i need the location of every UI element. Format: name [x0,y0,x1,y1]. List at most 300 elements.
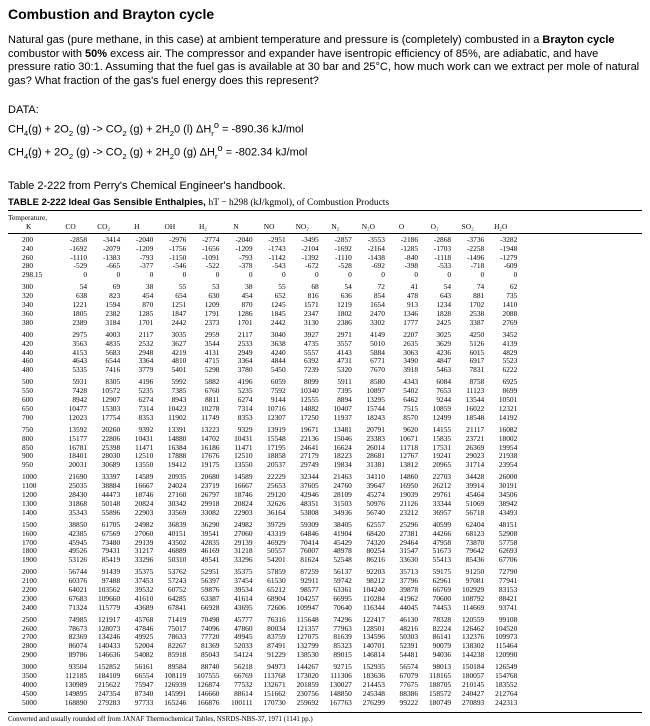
enthalpy-cell: 42946 [300,490,319,500]
enthalpy-cell: 62557 [366,519,385,529]
enthalpy-cell: 43502 [167,537,187,547]
enthalpy-cell: -2164 [367,243,385,253]
enthalpy-cell: 3452 [502,329,518,339]
enthalpy-cell: 2959 [204,329,220,339]
enthalpy-cell: 30342 [167,498,187,508]
enthalpy-cell: 3780 [237,365,253,375]
enthalpy-cell: 3130 [303,317,319,327]
enthalpy-cell: 259692 [296,697,319,707]
enthalpy-cell: 14589 [234,472,253,482]
table-header [8,213,517,231]
enthalpy-cell: 1209 [204,300,220,310]
enthalpy-cell: 54082 [134,650,154,660]
enthalpy-cell: 63387 [200,593,220,603]
enthalpy-cell: 60376 [68,576,88,586]
enthalpy-cell: 39914 [465,481,485,491]
enthalpy-cell: 4731 [337,356,352,366]
enthalpy-cell: -2858 [69,235,88,244]
enthalpy-cell: 4131 [204,347,220,357]
temperature-cell: 380 [22,317,34,327]
enthalpy-cell: 3627 [171,338,187,348]
enthalpy-cell: 87259 [300,567,319,577]
enthalpy-cell: 57859 [267,567,286,577]
enthalpy-cell: 67841 [167,602,187,612]
temperature-cell: 2200 [22,584,37,594]
enthalpy-cell: 37454 [234,576,253,586]
enthalpy-cell: 57758 [498,537,518,547]
temperature-cell: 2100 [22,576,37,586]
enthalpy-cell: 77941 [498,576,518,586]
temperature-cell: 1800 [22,546,37,556]
enthalpy-cell: 27060 [234,528,253,538]
enthalpy-cell: 33344 [432,498,452,508]
column-header: N₂O [361,222,376,231]
enthalpy-cell: 20537 [267,460,286,470]
enthalpy-cell: 1847 [171,308,187,318]
enthalpy-cell: 3302 [370,317,385,327]
enthalpy-cell: 78328 [432,614,452,624]
enthalpy-cell: 39878 [399,584,419,594]
temperature-cell: 3000 [22,662,37,672]
enthalpy-cell: 636 [340,291,352,301]
enthalpy-cell: 17531 [432,442,452,452]
enthalpy-cell: 823 [109,291,121,301]
enthalpy-cell: 40151 [167,528,187,538]
enthalpy-cell: 6771 [370,356,385,366]
enthalpy-cell: 93504 [68,662,88,672]
enthalpy-cell: 7395 [337,386,352,396]
enthalpy-cell: 183636 [362,671,385,681]
temperature-cell: 240 [22,243,34,253]
enthalpy-cell: 77675 [399,679,419,689]
enthalpy-cell: -793 [239,252,253,262]
equation-2: $CH_4(g) + 2O_2$ $(g) -> CO_2$ $(g) + 2H_20$ (g) $\Delta H_r^o = -802.34$ kJ/mol [8,142,308,161]
enthalpy-cell: 18401 [68,451,88,461]
temperature-cell: 440 [22,347,34,357]
enthalpy-cell: 15177 [68,433,88,443]
enthalpy-cell: 19039 [399,490,419,500]
enthalpy-cell: 35375 [234,567,253,577]
enthalpy-cell: 10423 [167,403,187,413]
enthalpy-cell: 0 [182,270,187,280]
enthalpy-cell: 13550 [234,460,253,470]
enthalpy-cell: 2347 [303,308,319,318]
enthalpy-cell: 2425 [436,317,452,327]
enthalpy-cell: 4139 [502,338,518,348]
enthalpy-cell: 10671 [399,433,419,443]
enthalpy-cell: 4715 [204,356,220,366]
enthalpy-cell: 18548 [465,412,485,422]
enthalpy-cell: 180057 [462,671,485,681]
enthalpy-cell: 0 [149,270,154,280]
enthalpy-cell: 33569 [167,507,187,517]
enthalpy-cell: 97081 [465,576,485,586]
enthalpy-cell: 49925 [134,632,154,642]
enthalpy-cell: 5992 [171,377,187,387]
enthalpy-cell: 3040 [270,329,286,339]
enthalpy-cell: 23383 [366,433,385,443]
temperature-cell: 2600 [22,623,37,633]
enthalpy-cell: 652 [274,291,286,301]
enthalpy-cell: 49541 [200,555,220,565]
enthalpy-cell: 34506 [498,490,518,500]
enthalpy-cell: 1654 [370,300,385,310]
enthalpy-cell: 77720 [200,632,220,642]
temperature-cell: 2300 [22,593,37,603]
enthalpy-cell: 29139 [234,537,253,547]
enthalpy-cell: 62404 [465,519,485,529]
enthalpy-cell: 19241 [432,451,452,461]
enthalpy-cell: 23721 [465,433,485,443]
enthalpy-cell: 10431 [134,433,154,443]
table-row [8,556,517,565]
enthalpy-cell: 112185 [65,671,88,681]
column-header: CO [65,222,76,231]
enthalpy-cell: 81369 [200,641,220,651]
enthalpy-cell: 91439 [101,567,121,577]
enthalpy-cell: 115779 [98,602,121,612]
enthalpy-cell: 66769 [234,671,253,681]
enthalpy-cell: 4643 [72,356,88,366]
enthalpy-cell: 16624 [333,442,352,452]
temperature-cell: 340 [22,300,34,310]
enthalpy-cell: 215622 [98,679,121,689]
enthalpy-cell: 3490 [403,356,419,366]
enthalpy-cell: 22229 [267,472,286,482]
enthalpy-cell: -3414 [102,235,121,244]
enthalpy-cell: 44473 [101,490,121,500]
column-header: NO [263,222,275,231]
enthalpy-cell: 24982 [234,519,253,529]
enthalpy-cell: 80254 [366,546,385,556]
column-header: SO₂ [461,222,474,231]
temperature-cell: 800 [22,433,34,443]
temperature-cell: 850 [22,442,34,452]
enthalpy-cell: 79642 [465,546,485,556]
enthalpy-cell: 10431 [234,433,253,443]
enthalpy-cell: 100111 [230,697,253,707]
enthalpy-cell: 64021 [68,584,88,594]
enthalpy-cell: 71419 [167,614,187,624]
enthalpy-cell: -2857 [334,235,352,244]
enthalpy-cell: 108119 [164,671,187,681]
enthalpy-cell: 146814 [362,650,385,660]
temperature-cell: 3500 [22,671,37,681]
enthalpy-cell: 31868 [68,498,88,508]
enthalpy-cell: 52004 [134,641,154,651]
enthalpy-cell: 19954 [498,442,518,452]
enthalpy-cell: 20965 [432,460,452,470]
enthalpy-cell: -3495 [301,235,319,244]
enthalpy-cell: 126939 [164,679,187,689]
enthalpy-cell: 2373 [204,317,220,327]
enthalpy-cell: 110284 [363,593,385,603]
table-row [8,461,517,470]
enthalpy-cell: 36164 [267,507,286,517]
enthalpy-cell: 146660 [197,688,220,698]
enthalpy-cell: 17754 [101,412,121,422]
enthalpy-cell: 32344 [300,472,319,482]
enthalpy-cell: 78673 [68,623,88,633]
temperature-cell: 600 [22,395,34,405]
enthalpy-cell: 10477 [68,403,88,413]
enthalpy-cell: -1279 [500,252,518,262]
enthalpy-cell: -2040 [136,235,154,244]
enthalpy-cell: 154768 [495,671,518,681]
enthalpy-cell: 8758 [469,377,485,387]
enthalpy-cell: -1948 [500,243,518,253]
enthalpy-cell: 111306 [330,671,352,681]
enthalpy-cell: 56574 [399,662,419,672]
enthalpy-cell: 132376 [462,632,485,642]
enthalpy-cell: 184109 [98,671,121,681]
enthalpy-cell: -1756 [169,243,187,253]
enthalpy-cell: 72606 [267,602,286,612]
enthalpy-cell: -1692 [69,243,88,253]
temperature-cell: 4000 [22,679,37,689]
enthalpy-cell: 5126 [469,338,485,348]
enthalpy-cell: 91229 [267,650,286,660]
enthalpy-cell: 99108 [498,614,518,624]
enthalpy-cell: 6059 [270,377,286,387]
enthalpy-cell: 67079 [399,671,419,681]
enthalpy-cell: 5523 [502,356,518,366]
enthalpy-cell: 0 [116,270,121,280]
enthalpy-cell: 126549 [495,662,518,672]
enthalpy-cell: 80034 [267,623,286,633]
enthalpy-cell: 91250 [465,567,485,577]
enthalpy-cell: 22903 [234,507,253,517]
enthalpy-cell: 107555 [197,671,220,681]
enthalpy-cell: 17195 [267,442,286,452]
enthalpy-cell: 183552 [495,679,518,689]
enthalpy-cell: 247354 [98,688,121,698]
temperature-cell: 1400 [22,507,37,517]
enthalpy-cell: 87340 [134,688,154,698]
enthalpy-cell: 2949 [237,347,253,357]
enthalpy-cell: 52908 [498,528,518,538]
enthalpy-cell: -2258 [466,243,485,253]
temperature-cell: 1000 [22,472,37,482]
enthalpy-cell: 1828 [436,308,452,318]
enthalpy-cell: 62693 [498,546,518,556]
enthalpy-cell: 37796 [399,576,419,586]
enthalpy-cell: -1703 [433,243,452,253]
table-row [8,509,517,518]
enthalpy-cell: 2389 [72,317,88,327]
enthalpy-cell: 60752 [167,584,187,594]
enthalpy-cell: 10501 [498,395,518,405]
enthalpy-cell: -2951 [268,235,286,244]
enthalpy-cell: 52951 [200,567,220,577]
enthalpy-cell: 7653 [436,386,452,396]
enthalpy-cell: 2207 [403,329,419,339]
enthalpy-cell: 913 [406,300,419,310]
enthalpy-cell: 26014 [366,442,385,452]
enthalpy-cell: 166876 [197,697,220,707]
enthalpy-cell: -528 [338,261,352,271]
enthalpy-cell: 8811 [204,395,220,405]
enthalpy-cell: 12555 [300,395,319,405]
enthalpy-cell: 39541 [200,528,220,538]
enthalpy-cell: 85436 [465,555,485,565]
enthalpy-cell: 144238 [462,650,485,660]
enthalpy-cell: 7831 [469,365,485,375]
enthalpy-cell: 47958 [432,537,452,547]
enthalpy-cell: 4829 [502,347,518,357]
enthalpy-cell: 18858 [267,451,286,461]
enthalpy-cell: 120559 [462,614,485,624]
enthalpy-cell: 113768 [263,671,286,681]
enthalpy-cell: 2088 [502,308,518,318]
table-row [8,604,517,613]
enthalpy-cell: 56161 [134,662,154,672]
enthalpy-cell: 54 [344,282,352,292]
enthalpy-cell: 5882 [204,377,220,387]
enthalpy-cell: 83153 [498,584,518,594]
enthalpy-cell: -2774 [202,235,220,244]
enthalpy-cell: 1594 [105,300,121,310]
enthalpy-cell: 21126 [399,498,419,508]
enthalpy-cell: 4240 [270,347,286,357]
enthalpy-cell: 55 [178,282,187,292]
enthalpy-cell: 93741 [498,602,518,612]
enthalpy-cell: 146636 [98,650,121,660]
enthalpy-cell: 27160 [167,490,187,500]
enthalpy-cell: 242313 [495,697,518,707]
enthalpy-cell: 35375 [134,567,154,577]
temperature-cell: 1900 [22,555,37,565]
enthalpy-cell: 14880 [167,433,187,443]
enthalpy-cell: 130027 [329,679,352,689]
temperature-cell: 2900 [22,650,37,660]
column-header: O [398,222,405,231]
enthalpy-cell: 54201 [267,555,286,565]
enthalpy-cell: 1805 [72,308,88,318]
enthalpy-cell: 9392 [138,424,154,434]
enthalpy-cell: 3563 [72,338,88,348]
enthalpy-cell: 158572 [428,688,452,698]
enthalpy-cell: 212764 [495,688,518,698]
enthalpy-cell: 8099 [303,377,319,387]
enthalpy-cell: 4003 [105,329,121,339]
enthalpy-cell: -793 [139,252,154,262]
temperature-cell: 1200 [22,490,37,500]
enthalpy-cell: 38850 [68,519,88,529]
enthalpy-cell: 210145 [462,679,485,689]
enthalpy-cell: 2442 [270,317,286,327]
enthalpy-cell: 16022 [465,403,485,413]
enthalpy-cell: 33630 [399,555,419,565]
enthalpy-cell: 1410 [502,300,518,310]
enthalpy-cell: -672 [305,261,319,271]
table-bottom-rule [8,712,642,713]
enthalpy-cell: 11902 [168,412,187,422]
enthalpy-cell: 64285 [167,593,187,603]
temperature-cell: 280 [22,261,34,271]
enthalpy-cell: 126874 [197,679,220,689]
enthalpy-cell: 51673 [432,546,452,556]
enthalpy-cell: 167763 [329,697,352,707]
enthalpy-cell: 6462 [403,395,419,405]
temperature-cell: 5000 [22,697,37,707]
enthalpy-cell: 11718 [399,442,419,452]
enthalpy-cell: 99222 [399,697,419,707]
enthalpy-cell: 638 [76,291,88,301]
enthalpy-cell: 13295 [366,395,385,405]
temperature-header: Temperature, [8,213,48,222]
enthalpy-cell: 85918 [167,650,187,660]
enthalpy-cell: 6084 [436,377,452,387]
enthalpy-cell: 2975 [72,329,88,339]
enthalpy-cell: 0 [315,270,319,280]
enthalpy-cell: 62961 [432,576,452,586]
enthalpy-cell: 214453 [362,679,385,689]
enthalpy-cell: 145991 [164,688,187,698]
enthalpy-cell: 89786 [68,650,88,660]
enthalpy-cell: 6274 [138,395,154,405]
enthalpy-cell: 35713 [399,567,419,577]
enthalpy-cell: 82224 [432,623,452,633]
enthalpy-cell: 45777 [234,614,253,624]
enthalpy-cell: 48978 [333,546,352,556]
enthalpy-cell: 12510 [234,451,253,461]
enthalpy-cell: 70414 [300,537,319,547]
enthalpy-cell: 70640 [333,602,352,612]
enthalpy-cell: 24982 [134,519,154,529]
enthalpy-cell: 13592 [68,424,88,434]
enthalpy-cell: 230756 [296,688,319,698]
enthalpy-cell: 7385 [171,386,187,396]
enthalpy-cell: 276299 [362,697,385,707]
enthalpy-cell: 881 [473,291,485,301]
enthalpy-cell: 127075 [296,632,319,642]
enthalpy-cell: 40599 [432,519,452,529]
enthalpy-cell: 10859 [432,403,452,413]
table-row [8,699,517,708]
enthalpy-cell: 65212 [267,584,286,594]
enthalpy-cell: 5335 [72,365,88,375]
enthalpy-cell: 132671 [263,679,286,689]
enthalpy-cell: 13391 [167,424,187,434]
enthalpy-cell: 51069 [465,498,485,508]
enthalpy-cell: 39532 [134,584,154,594]
enthalpy-cell: 103562 [98,584,121,594]
enthalpy-cell: 71324 [68,602,88,612]
enthalpy-cell: 12510 [134,451,154,461]
enthalpy-cell: 8894 [337,395,352,405]
enthalpy-cell: 1221 [72,300,88,310]
temperature-cell: 700 [22,412,34,422]
enthalpy-cell: 8580 [370,377,385,387]
enthalpy-cell: 0 [447,270,452,280]
enthalpy-cell: 54 [443,282,452,292]
enthalpy-cell: -522 [205,261,220,271]
enthalpy-cell: 81624 [300,555,319,565]
enthalpy-cell: 6392 [303,356,319,366]
temperature-cell: 2800 [22,641,37,651]
enthalpy-cell: 12321 [498,403,518,413]
enthalpy-cell: 15548 [267,433,286,443]
enthalpy-cell: 34936 [333,507,352,517]
temperature-cell: 550 [22,386,34,396]
enthalpy-cell: -609 [503,261,518,271]
enthalpy-cell: 92715 [333,662,352,672]
enthalpy-cell: 16186 [200,442,220,452]
enthalpy-cell: 94973 [267,662,286,672]
enthalpy-cell: 122417 [362,614,385,624]
enthalpy-cell: 89015 [333,650,352,660]
